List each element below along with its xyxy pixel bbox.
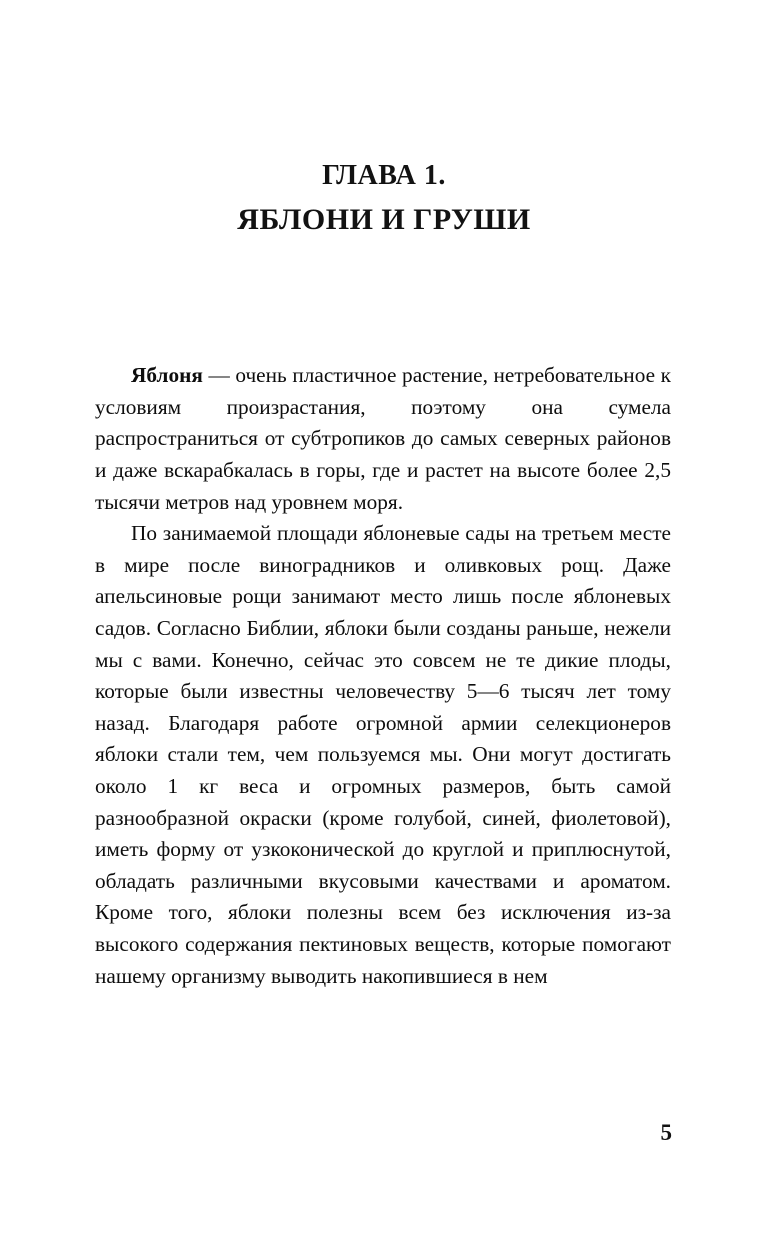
chapter-number: ГЛАВА 1. <box>322 160 446 191</box>
paragraph-1 <box>95 360 671 518</box>
chapter-heading <box>0 0 768 239</box>
lead-word: Яблоня <box>131 363 203 388</box>
paragraph-2: По занимаемой площади яблоневые сады на третьем месте в мире после виноградников и оливковых рощ. Даже апельсиновые рощи занимают место лишь после яблоневых садов. Согласно Библии, яблоки были созданы раньше, нежели мы с вами. Конечно, сейчас это совсем не те дикие плоды, которые были известны человечеству 5—6 тысяч лет тому назад. Благодаря работе огромной армии селекционеров яблоки стали тем, чем пользуемся мы. Они могут достигать около 1 кг веса и огромных размеров, быть самой разнообразной окраски (кроме голубой, синей, фиолетовой), иметь форму от узкоконической до круглой и приплюснутой, обладать различными вкусовыми качествами и ароматом. Кроме того, яблоки полезны всем без исключения из-за высокого содержания пектиновых веществ, которые помогают нашему организму выводить накопившиеся в нем <box>95 521 671 988</box>
chapter-title: ЯБЛОНИ И ГРУШИ <box>237 203 531 237</box>
page-number: 5 <box>660 1120 672 1145</box>
body-text <box>0 239 768 992</box>
paragraph-1-text: — очень пластичное растение, нетребовательное к условиям произрастания, поэтому она сумела распространиться от субтропиков до самых северных районов и даже вскарабкалась в горы, где и растет на высоте более 2,5 тысячи метров над уровнем моря. <box>95 363 671 514</box>
